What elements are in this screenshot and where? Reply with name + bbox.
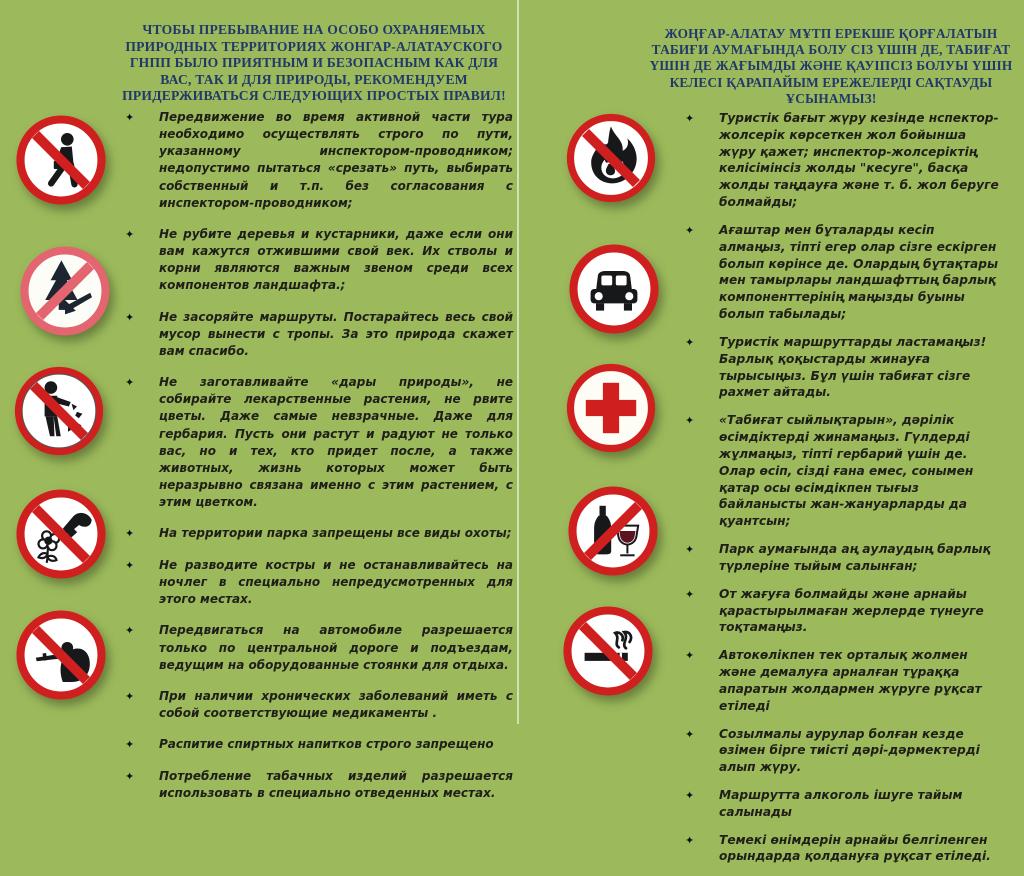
- rule-text: Потребление табачных изделий разрешается использовать в специально отведенных местах.: [159, 768, 513, 800]
- list-item: [121, 309, 513, 360]
- no-pedestrians-icon: [16, 115, 106, 205]
- list-item: [681, 222, 1003, 323]
- bullet-icon: ✦: [125, 310, 135, 324]
- list-item: [681, 110, 1003, 211]
- bullet-icon: ✦: [685, 587, 695, 601]
- scan-edge: [0, 0, 7, 724]
- list-item: [121, 109, 513, 212]
- no-hunting-icon: [16, 610, 106, 700]
- list-item: [121, 688, 513, 722]
- list-item: [121, 525, 513, 543]
- bullet-icon: ✦: [125, 769, 135, 783]
- no-campfire-icon: [566, 113, 656, 203]
- rule-text: От жағуға болмайды және арнайы қарастырылмаған жерлерде түнеуге тоқтамаңыз.: [719, 586, 984, 635]
- bullet-icon: ✦: [685, 112, 695, 125]
- rule-text: Туристік маршруттарды ластамаңыз! Барлық қоқыстарды жинауға тырысыңыз. Бұл үшін табиғат сізге рахмет айтады.: [719, 334, 987, 400]
- rule-text: При наличии хронических заболеваний иметь с собой соответствующие медикаменты .: [159, 688, 513, 720]
- list-item: [121, 736, 513, 754]
- page-title-kk: ЖОҢҒАР-АЛАТАУ МҰТП ЕРЕКШЕ ҚОРҒАЛАТЫН ТАБИҒИ АУМАҒЫНДА БОЛУ СІЗ ҮШІН ДЕ, ТАБИҒАТ ҮШІН ДЕ ЖАҒЫМДЫ ЖӘНЕ ҚАУІПСІЗ БОЛУЫ ҮШІН КЕЛЕСІ ҚАРАПАЙЫМ ЕРЕЖЕЛЕРДІ САҚТАУДЫ ҰСЫНАМЫЗ!: [649, 26, 1013, 106]
- bullet-icon: ✦: [125, 689, 135, 703]
- bullet-icon: ✦: [125, 558, 135, 572]
- rule-text: На территории парка запрещены все виды охоты;: [159, 526, 512, 541]
- rule-text: «Табиғат сыйлықтарын», дәрілік өсімдіктерді жинамаңыз. Гүлдерді жұлмаңыз, тіпті гербарий үшін де. Олар өсіп, сізді ғана емес, сонымен қатар осы өсімдікпен тығыз байланысты жан-жануарларды да қуантсын;: [719, 413, 974, 529]
- bullet-icon: ✦: [125, 227, 135, 241]
- bullet-icon: ✦: [685, 649, 695, 663]
- no-tree-cutting-icon: [20, 246, 110, 336]
- bullet-icon: ✦: [685, 335, 695, 349]
- rule-text: Темекі өнімдерін арнайы белгіленген орындарда қолдануға рұқсат етіледі.: [719, 832, 991, 864]
- list-item: [121, 374, 513, 511]
- bullet-icon: ✦: [685, 788, 695, 802]
- rules-list-kk: [681, 110, 1003, 876]
- rule-text: Не разводите костры и не останавливайтесь на ночлег в специально непредусмотренных для этого местах.: [159, 557, 513, 607]
- rule-text: Не заготавливайте «дары природы», не собирайте лекарственные растения, не рвите цветы. Даже самые невзрачные. Даже для гербария. Пусть они растут и радуют не только вас, но и тех, кто придет после, а также животных, жизнь которых может быть неразрывно связана именно с этим растением, с этим цветком.: [159, 375, 513, 510]
- list-item: [681, 726, 1003, 776]
- bullet-icon: ✦: [125, 738, 135, 752]
- list-item: [121, 557, 513, 608]
- list-item: [121, 622, 513, 673]
- list-item: [121, 768, 513, 802]
- rule-text: Не засоряйте маршруты. Постарайтесь весь свой мусор вынести с тропы. За это природа скажет вам спасибо.: [159, 309, 513, 358]
- rule-text: Распитие спиртных напитков строго запрещено: [159, 737, 494, 752]
- rule-text: Туристік бағыт жүру кезінде нспектор-жолсерік көрсеткен жол бойынша жүру қажет; инспектор-жолсеріктің келісімінсіз жолды "кесуге", басқа жолды таңдауға және т. б. жол беруге болмайды;: [719, 111, 999, 210]
- no-flower-picking-icon: [16, 489, 106, 579]
- list-item: [681, 787, 1003, 821]
- first-aid-icon: [566, 363, 656, 453]
- list-item: [681, 586, 1003, 636]
- no-alcohol-icon: [568, 486, 658, 576]
- list-item: [681, 541, 1003, 575]
- rule-text: Автокөлікпен тек орталық жолмен және демалуға арналған тұраққа апаратын жолдармен жүруге рұқсат етіледі: [719, 648, 982, 713]
- bullet-icon: ✦: [685, 727, 695, 741]
- bullet-icon: ✦: [125, 624, 135, 638]
- no-smoking-icon: [563, 606, 653, 696]
- no-littering-icon: [14, 366, 104, 456]
- bullet-icon: ✦: [125, 527, 135, 541]
- rule-text: Парк аумағында аң аулаудың барлық түрлеріне тыйым салынған;: [719, 542, 991, 573]
- page-title-ru: ЧТОБЫ ПРЕБЫВАНИЕ НА ОСОБО ОХРАНЯЕМЫХ ПРИРОДНЫХ ТЕРРИТОРИЯХ ЖОНГАР-АЛАТАУСКОГО ГНПП БЫЛО ПРИЯТНЫМ И БЕЗОПАСНЫМ КАК ДЛЯ ВАС, ТАК И ДЛЯ ПРИРОДЫ, РЕКОМЕНДУЕМ ПРИДЕРЖИВАТЬСЯ СЛЕДУЮЩИХ ПРОСТЫХ ПРАВИЛ!: [122, 22, 506, 104]
- rules-list-ru: [121, 109, 513, 816]
- rule-text: Маршрутта алкоголь ішуге тайым салынады: [719, 787, 963, 819]
- rule-text: Передвижение во время активной части тура необходимо осуществлять строго по пути, указанному инспектором-проводником; недопустимо пытаться «срезать» путь, выбирать собственный и т.п. без согласования с инспектором-проводником;: [159, 110, 513, 210]
- list-item: [121, 226, 513, 295]
- bullet-icon: ✦: [125, 376, 135, 390]
- list-item: [681, 647, 1003, 714]
- page-divider: [517, 0, 519, 724]
- list-item: [681, 832, 1003, 866]
- list-item: [681, 334, 1003, 401]
- rule-text: Передвигаться на автомобиле разрешается только по центральной дороге и подъездам, ведущим на оборудованные стоянки для отдыха.: [159, 623, 513, 672]
- bullet-icon: ✦: [125, 111, 135, 124]
- list-item: [681, 412, 1003, 530]
- no-cars-icon: [569, 244, 659, 334]
- bullet-icon: ✦: [685, 833, 695, 847]
- rule-text: Не рубите деревья и кустарники, даже если они вам кажутся отжившими свой век. Их стволы и корни являются важным звеном среди всех компонентов ландшафта.;: [159, 226, 513, 293]
- rule-text: Созылмалы аурулар болған кезде өзімен бірге тиісті дәрі-дәрмектерді алып жүру.: [719, 726, 980, 775]
- bullet-icon: ✦: [685, 543, 695, 557]
- bullet-icon: ✦: [685, 414, 695, 428]
- rule-text: Ағаштар мен бұталарды кесіп алмаңыз, тіпті егер олар сізге ескірген болып көрінсе де. Олардың бұтақтары мен тамырлары ландшафттың барлық компоненттерінің маңызды буыны болып табылады;: [719, 222, 998, 322]
- bullet-icon: ✦: [685, 223, 695, 237]
